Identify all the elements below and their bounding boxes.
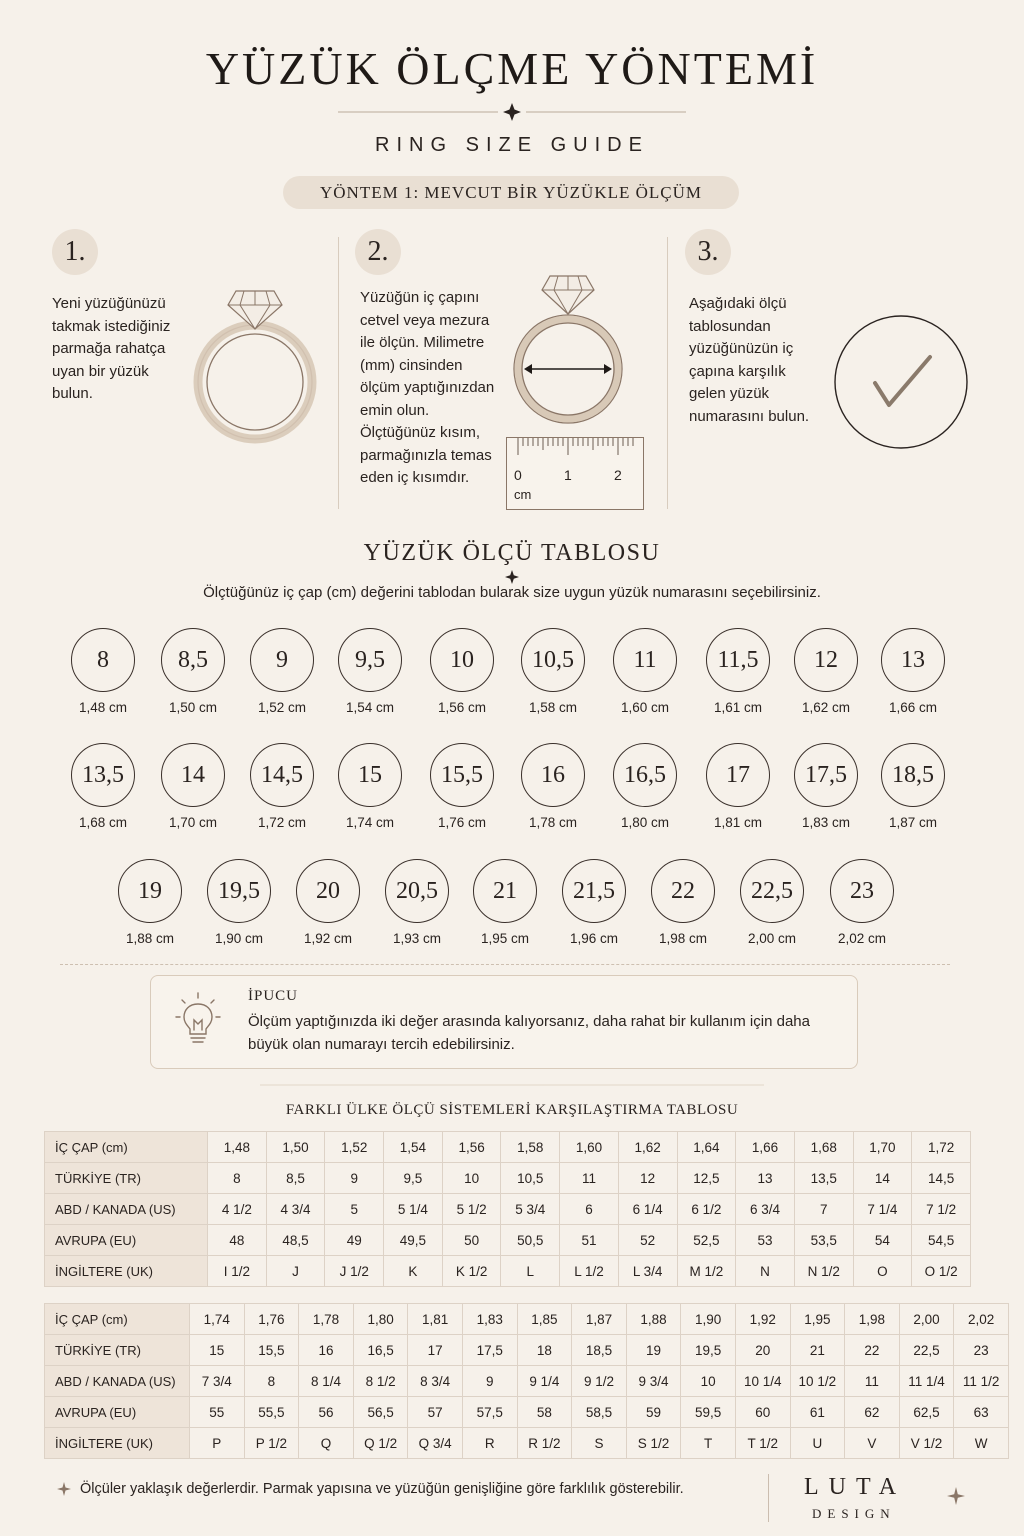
size-number: 8 — [71, 628, 135, 692]
size-number: 10,5 — [521, 628, 585, 692]
table-cell: 11 — [560, 1163, 619, 1194]
size-diameter: 1,87 cm — [888, 815, 938, 830]
table-cell: S — [572, 1428, 627, 1459]
table-cell: 54 — [853, 1225, 912, 1256]
size-item — [100, 859, 200, 946]
comparison-table-2 — [44, 1303, 1009, 1459]
table-cell: 10 1/2 — [790, 1366, 845, 1397]
table-cell: 2,00 — [899, 1304, 954, 1335]
table-cell: 5 — [325, 1194, 384, 1225]
ring-measure-icon — [510, 270, 635, 428]
size-number: 9,5 — [338, 628, 402, 692]
table-cell: 6 1/2 — [677, 1194, 736, 1225]
title-divider — [338, 101, 686, 123]
table-cell: 50 — [442, 1225, 501, 1256]
table-cell: 1,52 — [325, 1132, 384, 1163]
table-cell: 9 — [325, 1163, 384, 1194]
table-cell: 8 — [244, 1366, 299, 1397]
section-divider-line — [260, 1083, 764, 1087]
size-item — [232, 743, 332, 830]
size-table-description: Ölçtüğünüz iç çap (cm) değerini tablodan bularak size uygun yüzük numarasını seçebilirsiniz. — [203, 584, 821, 601]
table-cell: 1,92 — [735, 1304, 790, 1335]
size-number: 13 — [881, 628, 945, 692]
table-cell: 8 — [208, 1163, 267, 1194]
table-cell: 7 1/2 — [912, 1194, 971, 1225]
table-cell: J — [266, 1256, 325, 1287]
table-cell: 8 3/4 — [408, 1366, 463, 1397]
size-diameter: 1,96 cm — [569, 931, 619, 946]
size-diameter: 1,81 cm — [713, 815, 763, 830]
sparkle-icon — [56, 1481, 72, 1497]
row-label: İÇ ÇAP (cm) — [45, 1132, 208, 1163]
table-cell: 5 1/2 — [442, 1194, 501, 1225]
size-item — [455, 859, 555, 946]
table-cell: 6 3/4 — [736, 1194, 795, 1225]
table-cell: 10 1/4 — [735, 1366, 790, 1397]
table-cell: 10,5 — [501, 1163, 560, 1194]
table-cell: S 1/2 — [626, 1428, 681, 1459]
page-subtitle: RING SIZE GUIDE — [375, 134, 649, 156]
table-cell: 1,54 — [384, 1132, 443, 1163]
table-cell: 7 — [794, 1194, 853, 1225]
table-cell: 53 — [736, 1225, 795, 1256]
table-cell: M 1/2 — [677, 1256, 736, 1287]
lightbulb-icon — [174, 990, 222, 1048]
table-cell: 61 — [790, 1397, 845, 1428]
step-text-1: Yeni yüzüğünüzü takmak istediğiniz parmağa rahatça uyan bir yüzük bulun. — [52, 295, 171, 402]
table-cell: O — [853, 1256, 912, 1287]
table-cell: 22 — [845, 1335, 900, 1366]
table-cell: 23 — [954, 1335, 1009, 1366]
comparison-row — [45, 1304, 1009, 1335]
size-item — [278, 859, 378, 946]
size-diameter: 1,48 cm — [78, 700, 128, 715]
table-cell: V 1/2 — [899, 1428, 954, 1459]
ruler-label-2: 2 — [614, 467, 622, 483]
size-diameter: 2,00 cm — [747, 931, 797, 946]
size-diameter: 1,58 cm — [528, 700, 578, 715]
step-number-1: 1. — [52, 229, 98, 275]
table-cell: 10 — [442, 1163, 501, 1194]
table-cell: L 3/4 — [618, 1256, 677, 1287]
table-cell: 55 — [190, 1397, 245, 1428]
table-cell: 11 1/4 — [899, 1366, 954, 1397]
size-number: 13,5 — [71, 743, 135, 807]
table-cell: N 1/2 — [794, 1256, 853, 1287]
table-cell: 53,5 — [794, 1225, 853, 1256]
size-number: 20,5 — [385, 859, 449, 923]
table-cell: 19,5 — [681, 1335, 736, 1366]
table-cell: 6 — [560, 1194, 619, 1225]
table-cell: Q — [299, 1428, 354, 1459]
size-item — [143, 743, 243, 830]
tip-title: İPUCU — [248, 988, 299, 1004]
row-label: TÜRKİYE (TR) — [45, 1163, 208, 1194]
size-item — [595, 628, 695, 715]
table-cell: 15,5 — [244, 1335, 299, 1366]
table-cell: 6 1/4 — [618, 1194, 677, 1225]
table-cell: 48,5 — [266, 1225, 325, 1256]
table-cell: 18 — [517, 1335, 572, 1366]
size-diameter: 1,50 cm — [168, 700, 218, 715]
step-text-2: Yüzüğün iç çapını cetvel veya mezura ile ölçün. Milimetre (mm) cinsinden ölçüm yaptığınızdan emin olun. Ölçtüğünüz kısım, parmağınızla temas eden iç kısımdır. — [360, 289, 495, 486]
table-cell: N — [736, 1256, 795, 1287]
size-diameter: 1,80 cm — [620, 815, 670, 830]
table-cell: 63 — [954, 1397, 1009, 1428]
table-cell: 52 — [618, 1225, 677, 1256]
table-cell: 19 — [626, 1335, 681, 1366]
size-item — [503, 743, 603, 830]
table-cell: 1,62 — [618, 1132, 677, 1163]
size-number: 8,5 — [161, 628, 225, 692]
table-cell: T — [681, 1428, 736, 1459]
table-cell: L — [501, 1256, 560, 1287]
table-cell: 21 — [790, 1335, 845, 1366]
size-diameter: 1,54 cm — [345, 700, 395, 715]
step-divider-1 — [338, 237, 339, 509]
table-cell: 9 — [462, 1366, 517, 1397]
table-cell: 1,64 — [677, 1132, 736, 1163]
size-number: 11,5 — [706, 628, 770, 692]
row-label: AVRUPA (EU) — [45, 1225, 208, 1256]
size-number: 19,5 — [207, 859, 271, 923]
comparison-row — [45, 1225, 971, 1256]
table-cell: 1,68 — [794, 1132, 853, 1163]
size-number: 11 — [613, 628, 677, 692]
size-diameter: 1,74 cm — [345, 815, 395, 830]
size-number: 23 — [830, 859, 894, 923]
table-cell: 59,5 — [681, 1397, 736, 1428]
table-cell: 1,78 — [299, 1304, 354, 1335]
table-cell: 49,5 — [384, 1225, 443, 1256]
size-diameter: 1,62 cm — [801, 700, 851, 715]
table-cell: 1,87 — [572, 1304, 627, 1335]
size-item — [189, 859, 289, 946]
size-diameter: 1,76 cm — [437, 815, 487, 830]
table-cell: U — [790, 1428, 845, 1459]
size-number: 9 — [250, 628, 314, 692]
size-table-title: YÜZÜK ÖLÇÜ TABLOSU — [363, 540, 661, 566]
table-cell: K 1/2 — [442, 1256, 501, 1287]
table-cell: R 1/2 — [517, 1428, 572, 1459]
comparison-title: FARKLI ÜLKE ÖLÇÜ SİSTEMLERİ KARŞILAŞTIRMA TABLOSU — [285, 1102, 739, 1118]
size-number: 12 — [794, 628, 858, 692]
comparison-row — [45, 1132, 971, 1163]
size-item — [412, 628, 512, 715]
table-cell: 20 — [735, 1335, 790, 1366]
table-cell: 1,95 — [790, 1304, 845, 1335]
table-cell: 1,98 — [845, 1304, 900, 1335]
table-cell: 62,5 — [899, 1397, 954, 1428]
size-number: 18,5 — [881, 743, 945, 807]
table-cell: 1,83 — [462, 1304, 517, 1335]
table-cell: 12,5 — [677, 1163, 736, 1194]
table-cell: 9 1/2 — [572, 1366, 627, 1397]
table-cell: 1,72 — [912, 1132, 971, 1163]
comparison-row — [45, 1163, 971, 1194]
table-cell: 9,5 — [384, 1163, 443, 1194]
footer-note: Ölçüler yaklaşık değerlerdir. Parmak yapısına ve yüzüğün genişliğine göre farklılık gösterebilir. — [80, 1481, 684, 1497]
table-cell: 1,80 — [353, 1304, 408, 1335]
size-diameter: 1,56 cm — [437, 700, 487, 715]
size-item — [53, 628, 153, 715]
ruler-label-1: 1 — [564, 467, 572, 483]
table-cell: 49 — [325, 1225, 384, 1256]
size-number: 16,5 — [613, 743, 677, 807]
size-item — [688, 628, 788, 715]
comparison-row — [45, 1194, 971, 1225]
table-cell: 10 — [681, 1366, 736, 1397]
table-cell: 1,60 — [560, 1132, 619, 1163]
table-cell: R — [462, 1428, 517, 1459]
table-cell: 62 — [845, 1397, 900, 1428]
table-cell: 1,58 — [501, 1132, 560, 1163]
ring-icon — [192, 285, 320, 450]
size-item — [776, 743, 876, 830]
table-cell: 1,88 — [626, 1304, 681, 1335]
table-cell: 11 1/2 — [954, 1366, 1009, 1397]
table-cell: 17 — [408, 1335, 463, 1366]
table-cell: 1,76 — [244, 1304, 299, 1335]
table-cell: 1,90 — [681, 1304, 736, 1335]
size-diameter: 1,88 cm — [125, 931, 175, 946]
table-cell: 54,5 — [912, 1225, 971, 1256]
table-cell: 18,5 — [572, 1335, 627, 1366]
table-cell: 55,5 — [244, 1397, 299, 1428]
tip-text: Ölçüm yaptığınızda iki değer arasında kalıyorsanız, daha rahat bir kullanım için daha büyük olan numarayı tercih edebilirsiniz. — [248, 1013, 810, 1053]
size-item — [812, 859, 912, 946]
table-cell: 7 1/4 — [853, 1194, 912, 1225]
size-number: 21 — [473, 859, 537, 923]
sparkle-icon — [502, 569, 522, 585]
size-diameter: 1,52 cm — [257, 700, 307, 715]
table-cell: 9 1/4 — [517, 1366, 572, 1397]
step-text-3: Aşağıdaki ölçü tablosundan yüzüğünüzün iç çapına karşılık gelen yüzük numarasını bulun. — [689, 295, 810, 425]
size-number: 19 — [118, 859, 182, 923]
row-label: ABD / KANADA (US) — [45, 1194, 208, 1225]
size-diameter: 1,78 cm — [528, 815, 578, 830]
table-cell: 16 — [299, 1335, 354, 1366]
size-diameter: 1,98 cm — [658, 931, 708, 946]
table-cell: 5 3/4 — [501, 1194, 560, 1225]
size-item — [863, 628, 963, 715]
comparison-row — [45, 1428, 1009, 1459]
table-cell: 1,74 — [190, 1304, 245, 1335]
section-divider — [60, 964, 950, 965]
comparison-row — [45, 1397, 1009, 1428]
size-diameter: 1,93 cm — [392, 931, 442, 946]
table-cell: 8 1/4 — [299, 1366, 354, 1397]
row-label: İNGİLTERE (UK) — [45, 1428, 190, 1459]
table-cell: 4 1/2 — [208, 1194, 267, 1225]
table-cell: 48 — [208, 1225, 267, 1256]
table-cell: J 1/2 — [325, 1256, 384, 1287]
table-cell: 5 1/4 — [384, 1194, 443, 1225]
table-cell: P — [190, 1428, 245, 1459]
table-cell: 12 — [618, 1163, 677, 1194]
table-cell: O 1/2 — [912, 1256, 971, 1287]
ruler-unit: cm — [514, 487, 532, 502]
table-cell: 1,81 — [408, 1304, 463, 1335]
size-diameter: 1,60 cm — [620, 700, 670, 715]
table-cell: 8 1/2 — [353, 1366, 408, 1397]
comparison-table-1 — [44, 1131, 971, 1287]
table-cell: 13,5 — [794, 1163, 853, 1194]
table-cell: 59 — [626, 1397, 681, 1428]
size-item — [53, 743, 153, 830]
size-item — [320, 628, 420, 715]
brand-subtitle: DESIGN — [812, 1506, 896, 1521]
size-diameter: 1,72 cm — [257, 815, 307, 830]
size-number: 22 — [651, 859, 715, 923]
step-number-3: 3. — [685, 229, 731, 275]
row-label: AVRUPA (EU) — [45, 1397, 190, 1428]
size-item — [722, 859, 822, 946]
table-cell: 2,02 — [954, 1304, 1009, 1335]
table-cell: 1,66 — [736, 1132, 795, 1163]
table-cell: P 1/2 — [244, 1428, 299, 1459]
table-cell: 1,56 — [442, 1132, 501, 1163]
table-cell: 58 — [517, 1397, 572, 1428]
table-cell: 17,5 — [462, 1335, 517, 1366]
size-diameter: 1,68 cm — [78, 815, 128, 830]
table-cell: 11 — [845, 1366, 900, 1397]
comparison-row — [45, 1335, 1009, 1366]
table-cell: 1,48 — [208, 1132, 267, 1163]
table-cell: 13 — [736, 1163, 795, 1194]
row-label: TÜRKİYE (TR) — [45, 1335, 190, 1366]
size-item — [143, 628, 243, 715]
size-number: 15,5 — [430, 743, 494, 807]
table-cell: K — [384, 1256, 443, 1287]
step-divider-2 — [667, 237, 668, 509]
size-number: 15 — [338, 743, 402, 807]
size-diameter: 1,92 cm — [303, 931, 353, 946]
size-item — [776, 628, 876, 715]
table-cell: 56 — [299, 1397, 354, 1428]
table-cell: W — [954, 1428, 1009, 1459]
size-number: 14 — [161, 743, 225, 807]
table-cell: 22,5 — [899, 1335, 954, 1366]
table-cell: 9 3/4 — [626, 1366, 681, 1397]
size-item — [412, 743, 512, 830]
step-number-2: 2. — [355, 229, 401, 275]
table-cell: Q 1/2 — [353, 1428, 408, 1459]
size-item — [232, 628, 332, 715]
table-cell: V — [845, 1428, 900, 1459]
table-cell: 14 — [853, 1163, 912, 1194]
table-cell: 1,70 — [853, 1132, 912, 1163]
table-cell: T 1/2 — [735, 1428, 790, 1459]
comparison-row — [45, 1366, 1009, 1397]
table-cell: 52,5 — [677, 1225, 736, 1256]
table-cell: 15 — [190, 1335, 245, 1366]
size-item — [863, 743, 963, 830]
size-number: 16 — [521, 743, 585, 807]
size-item — [367, 859, 467, 946]
size-item — [503, 628, 603, 715]
table-cell: 4 3/4 — [266, 1194, 325, 1225]
table-cell: 57,5 — [462, 1397, 517, 1428]
table-cell: 50,5 — [501, 1225, 560, 1256]
page-title: YÜZÜK ÖLÇME YÖNTEMİ — [205, 43, 819, 94]
table-cell: 60 — [735, 1397, 790, 1428]
size-number: 17,5 — [794, 743, 858, 807]
sparkle-icon — [946, 1486, 966, 1506]
size-item — [633, 859, 733, 946]
size-diameter: 1,90 cm — [214, 931, 264, 946]
table-cell: 56,5 — [353, 1397, 408, 1428]
table-cell: Q 3/4 — [408, 1428, 463, 1459]
table-cell: L 1/2 — [560, 1256, 619, 1287]
size-diameter: 1,95 cm — [480, 931, 530, 946]
size-diameter: 1,70 cm — [168, 815, 218, 830]
table-cell: 8,5 — [266, 1163, 325, 1194]
size-diameter: 1,61 cm — [713, 700, 763, 715]
size-number: 14,5 — [250, 743, 314, 807]
checkmark-icon — [832, 313, 970, 451]
footer-divider — [768, 1474, 769, 1522]
brand-logo: LUTA — [804, 1474, 907, 1500]
comparison-row — [45, 1256, 971, 1287]
table-cell: 1,50 — [266, 1132, 325, 1163]
row-label: İÇ ÇAP (cm) — [45, 1304, 190, 1335]
size-number: 21,5 — [562, 859, 626, 923]
table-cell: 16,5 — [353, 1335, 408, 1366]
table-cell: 51 — [560, 1225, 619, 1256]
size-item — [544, 859, 644, 946]
size-number: 20 — [296, 859, 360, 923]
row-label: ABD / KANADA (US) — [45, 1366, 190, 1397]
table-cell: 1,85 — [517, 1304, 572, 1335]
ruler-label-0: 0 — [514, 467, 522, 483]
size-number: 17 — [706, 743, 770, 807]
method-badge: YÖNTEM 1: MEVCUT BİR YÜZÜKLE ÖLÇÜM — [283, 176, 739, 209]
table-cell: 7 3/4 — [190, 1366, 245, 1397]
sparkle-icon — [503, 103, 521, 121]
row-label: İNGİLTERE (UK) — [45, 1256, 208, 1287]
size-diameter: 1,83 cm — [801, 815, 851, 830]
table-cell: 57 — [408, 1397, 463, 1428]
size-diameter: 2,02 cm — [837, 931, 887, 946]
table-cell: 58,5 — [572, 1397, 627, 1428]
size-item — [320, 743, 420, 830]
size-number: 22,5 — [740, 859, 804, 923]
table-cell: 14,5 — [912, 1163, 971, 1194]
size-item — [688, 743, 788, 830]
size-diameter: 1,66 cm — [888, 700, 938, 715]
size-number: 10 — [430, 628, 494, 692]
table-cell: I 1/2 — [208, 1256, 267, 1287]
size-item — [595, 743, 695, 830]
